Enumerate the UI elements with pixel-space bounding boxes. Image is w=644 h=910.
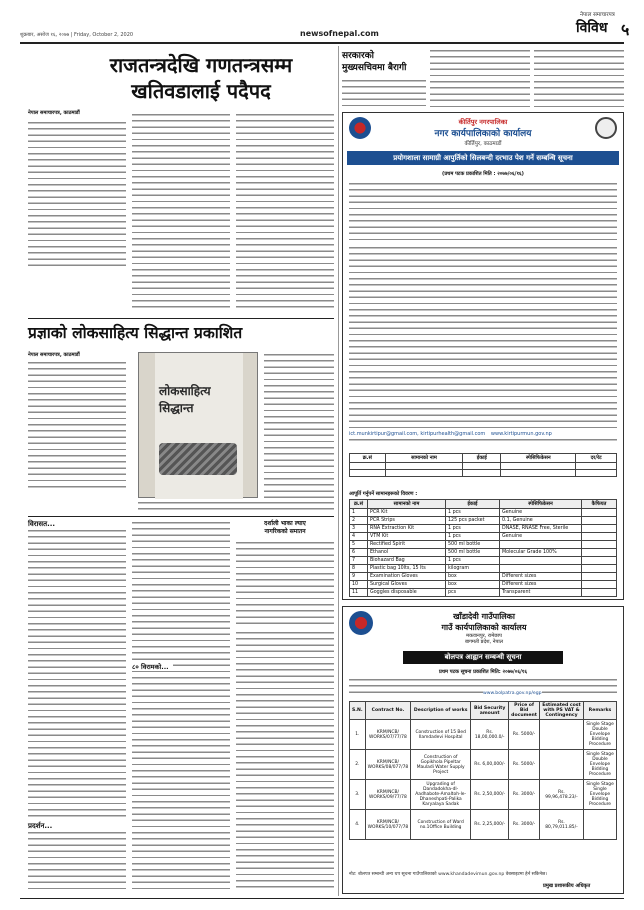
kirtipur-item-cell: 125 pcs packet (446, 517, 500, 525)
kirtipur-item-cell: 5 (350, 541, 368, 549)
khadadevi-cell (583, 810, 616, 840)
kirtipur-item-cell: 2 (350, 517, 368, 525)
kirtipur-item-cell: VTM Kit (368, 533, 446, 541)
kirtipur-item-cell (500, 541, 582, 549)
kirtipur-item-row (350, 581, 617, 589)
khadadevi-cell: Rs. 3000/- (509, 780, 540, 810)
khadadevi-org-block (373, 611, 595, 645)
kirtipur-org1: कीर्तिपुर नगरपालिका (458, 118, 508, 126)
khadadevi-cell: Single Stage Double Envelope Bidding Procedure (583, 750, 616, 780)
article-main-body-col3 (236, 112, 334, 312)
kirtipur-item-cell: DNASE, RNASE Free, Sterile (500, 525, 582, 533)
article-loksahitya-body-col3 (264, 352, 334, 498)
kirtipur-item-cell: 9 (350, 573, 368, 581)
khadadevi-footer-note: नोट: बोलपत्र सम्बन्धी अन्य थप सूचना गाउँपालिकाको www.khandadevimun.gov.np वेबसाइटमा हेर्न सकिनेछ। (349, 872, 547, 877)
kirtipur-item-cell: 8 (350, 565, 368, 573)
masthead-site: newsofnepal.com (300, 29, 379, 38)
kirtipur-item-cell: Genuine (500, 533, 582, 541)
kirtipur-org3: कीर्तिपुर, काठमाडौं (464, 141, 502, 147)
kirtipur-item-cell: kilogram (446, 565, 500, 573)
kirtipur-item-cell (582, 517, 617, 525)
khadadevi-cell: 2. (350, 750, 366, 780)
kirtipur-item-cell (582, 525, 617, 533)
article-bottom-col2 (132, 520, 230, 892)
kirtipur-item-cell (582, 549, 617, 557)
kirtipur-item-cell (582, 589, 617, 597)
kirtipur-item-cell: 1 pcs (446, 533, 500, 541)
kirtipur-item-cell: 6 (350, 549, 368, 557)
khadadevi-col: Contract No. (365, 702, 411, 720)
kirtipur-items-header: आपूर्ति गर्नुपर्ने सामानहरूको विवरण : (349, 491, 418, 497)
kirtipur-item-cell: Different sizes (500, 581, 582, 589)
khadadevi-cell: Rs. 99,96,478.23/- (539, 780, 583, 810)
kirtipur-item-cell: 3 (350, 525, 368, 533)
khadadevi-col: Estimated cost with PS VAT & Contingency (539, 702, 583, 720)
bottom-rule (20, 898, 624, 899)
khadadevi-cell: Single Stage Single Envelope Bidding Procedure (583, 780, 616, 810)
kirtipur-items-table (349, 499, 617, 597)
khadadevi-cell: Construction of Gopikhola Pipeltar Mauladi Water Supply Project (411, 750, 471, 780)
article-bairagi-title (342, 50, 428, 74)
notice-kirtipur (342, 112, 624, 600)
kirtipur-item-cell: 7 (350, 557, 368, 565)
article-bottom-title1: विरासत... (28, 520, 56, 528)
article-main-title (56, 52, 346, 104)
article-loksahitya-byline: नेपाल समाचारपत्र, काठमाडौं (28, 352, 80, 358)
khadadevi-cell: KRM/NCB/ WORKS/10/077/78 (365, 810, 411, 840)
article-bottom-title3-line2: नागरिकको समातन (264, 528, 306, 535)
book-cover-image (138, 352, 258, 498)
article-loksahitya-body-col1 (28, 360, 126, 492)
article-main-body-col2 (132, 112, 230, 312)
article-bairagi-body3 (534, 48, 624, 108)
kirtipur-item-cell: Examination Gloves (368, 573, 446, 581)
kirtipur-item-row (350, 541, 617, 549)
kirtipur-item-cell: Different sizes (500, 573, 582, 581)
article-bottom-col1 (28, 528, 126, 818)
kirtipur-body (349, 181, 617, 241)
khadadevi-first-pub: प्रथम पटक सूचना प्रकाशित मिति: २०७७/०६/१६ (439, 669, 527, 675)
khadadevi-cell (539, 750, 583, 780)
kirtipur-item-cell (582, 581, 617, 589)
masthead-section: विविध (576, 20, 608, 36)
kirtipur-item-cell: pcs (446, 589, 500, 597)
khadadevi-banner: बोलपत्र आह्वान सम्बन्धी सूचना (403, 651, 563, 664)
kirtipur-items-col: क्र.सं (350, 500, 368, 509)
column-divider (338, 46, 339, 896)
article-loksahitya-title: प्रज्ञाको लोकसाहित्य सिद्धान्त प्रकाशित (28, 323, 243, 342)
kirtipur-item-cell: 1 pcs (446, 509, 500, 517)
article-bairagi-body2 (430, 48, 530, 108)
article-bottom-col1b (28, 830, 126, 892)
kirtipur-sample-row (350, 463, 617, 470)
kirtipur-sample-table (349, 453, 617, 477)
khadadevi-row (350, 810, 617, 840)
kirtipur-item-cell: PCR Strips (368, 517, 446, 525)
kirtipur-first-pub: (प्रथम पटक प्रकाशित मिति : २०७७/०६/१६) (442, 171, 524, 177)
khadadevi-cell: 3. (350, 780, 366, 810)
article-bairagi-body1 (342, 78, 426, 108)
article-main-title-line1: राजतन्त्रदेखि गणतन्त्रसम्म (109, 53, 293, 77)
khadadevi-cell: 1. (350, 720, 366, 750)
kirtipur-item-row (350, 573, 617, 581)
kirtipur-sample-header-row (350, 454, 617, 463)
kirtipur-item-row (350, 557, 617, 565)
kirtipur-item-cell: RNA Extraction Kit (368, 525, 446, 533)
kirtipur-email[interactable]: ict.munkirtipur@gmail.com, kirtipurhealth@gmail.com (349, 431, 486, 437)
book-cover-strip (155, 353, 243, 499)
khadadevi-col: Description of works (411, 702, 471, 720)
kirtipur-item-cell (582, 541, 617, 549)
kirtipur-item-cell (500, 565, 582, 573)
kirtipur-item-row (350, 525, 617, 533)
article-main-byline: नेपाल समाचारपत्र, काठमाडौं (28, 110, 80, 116)
notice-khadadevi (342, 606, 624, 894)
kirtipur-item-row (350, 509, 617, 517)
khadadevi-cell: Single Stage Double Envelope Bidding Procedure (583, 720, 616, 750)
khadadevi-col: S.N. (350, 702, 366, 720)
article-main-title-line2: खतिवडालाई पदैपद (131, 79, 271, 103)
khadadevi-org1: खाँडादेवी गाउँपालिका (453, 611, 515, 621)
kirtipur-sample-col: दर/रेट (576, 454, 617, 463)
kirtipur-sample-col: क्र.सं (350, 454, 386, 463)
article-bairagi-title-line1: सरकारको (342, 51, 374, 61)
khadadevi-table (349, 701, 617, 840)
kirtipur-item-row (350, 565, 617, 573)
khadadevi-cell: Rs. 2,25,000/- (471, 810, 509, 840)
kirtipur-item-row (350, 517, 617, 525)
khadadevi-cell: Rs. 5000/- (509, 720, 540, 750)
kirtipur-sample-col: ईकाई (463, 454, 501, 463)
kirtipur-item-cell: 11 (350, 589, 368, 597)
khadadevi-header-row (350, 702, 617, 720)
article-bottom-col3 (236, 540, 334, 624)
article-bairagi-title-line2: मुख्यसचिवमा बैरागी (342, 63, 407, 73)
kirtipur-item-cell: 500 ml bottle (446, 549, 500, 557)
article-bottom-title3 (236, 520, 334, 536)
book-cover-title: लोकसाहित्य सिद्धान्त (159, 384, 211, 415)
kirtipur-item-cell: Rectified Spirit (368, 541, 446, 549)
kirtipur-item-cell: 0.1, Genuine (500, 517, 582, 525)
kirtipur-item-cell (500, 557, 582, 565)
khadadevi-cell: KRM/NCB/ WORKS/07/77/78 (365, 720, 411, 750)
kirtipur-item-cell: 1 (350, 509, 368, 517)
kirtipur-item-row (350, 589, 617, 597)
kirtipur-item-cell: Surgical Gloves (368, 581, 446, 589)
khadadevi-cell: Rs. 3000/- (509, 810, 540, 840)
article-bottom-title3-line1: दर्शाली भाका ल्याए (264, 520, 306, 527)
kirtipur-org2: नगर कार्यपालिकाको कार्यालय (434, 129, 532, 139)
khadadevi-cell: Rs. 2,50,000/- (471, 780, 509, 810)
khadadevi-url[interactable]: www.bolpatra.gov.np/egp (483, 691, 542, 696)
kirtipur-web[interactable]: www.kirtipurmun.gov.np (490, 431, 552, 437)
kirtipur-items-col: स्पेसिफिकेसन (500, 500, 582, 509)
masthead-paper: नेपाल समाचारपत्र (580, 12, 615, 18)
khadadevi-row (350, 780, 617, 810)
kirtipur-items-header-row (350, 500, 617, 509)
khadadevi-cell: Construction of 15 Bed Ilamdadevi Hospital (411, 720, 471, 750)
khadadevi-col: Remarks (583, 702, 616, 720)
kirtipur-org-block (373, 117, 593, 147)
khadadevi-org3: मकवानपुर, रामेछाप (466, 633, 502, 639)
article-loksahitya-body-col2b (138, 500, 334, 512)
kirtipur-item-cell (582, 533, 617, 541)
khadadevi-cell: Rs. 5000/- (509, 750, 540, 780)
kirtipur-item-cell: Molecular Grade 100% (500, 549, 582, 557)
khadadevi-col: Bid Security amount (471, 702, 509, 720)
masthead-date: शुक्रबार, असोज १६, २०७७ | Friday, October 2, 2020 (20, 32, 134, 38)
khadadevi-cell: 4. (350, 810, 366, 840)
article-bottom-title4: ८० विरामको... (132, 662, 173, 671)
khadadevi-row (350, 750, 617, 780)
khadadevi-cell: KRM/NCB/ WORKS/09/77/78 (365, 780, 411, 810)
khadadevi-cell (539, 720, 583, 750)
article-loksahitya-divider (28, 516, 334, 517)
kirtipur-item-row (350, 533, 617, 541)
book-cover-art (159, 443, 237, 475)
kirtipur-item-cell: 10 (350, 581, 368, 589)
kirtipur-sample-row (350, 470, 617, 477)
khadadevi-emblem-icon (349, 611, 373, 635)
article-bottom-col3b (236, 630, 334, 892)
kirtipur-banner: प्रयोगशाला सामाग्री आपुर्तिको सिलबन्दी दरभाउ पेश गर्ने सम्बन्धि सूचना (347, 151, 619, 165)
khadadevi-cell: KRM/NCB/ WORKS/08/077/78 (365, 750, 411, 780)
kirtipur-items-col: ईकाई (446, 500, 500, 509)
kirtipur-item-cell: Plastic bag 10lts, 15 lts (368, 565, 446, 573)
khadadevi-cell: Rs. 18,00,000.0/- (471, 720, 509, 750)
khadadevi-row (350, 720, 617, 750)
kirtipur-item-cell: Transparent (500, 589, 582, 597)
kirtipur-item-cell: Biohazard Bag (368, 557, 446, 565)
khadadevi-org4: बागमती प्रदेश, नेपाल (464, 639, 504, 645)
kirtipur-item-cell: 500 ml bottle (446, 541, 500, 549)
kirtipur-seal-icon (595, 117, 617, 139)
article-main-body-col1 (28, 120, 126, 270)
khadadevi-col: Price of Bid document (509, 702, 540, 720)
kirtipur-clauses (349, 245, 617, 445)
kirtipur-item-cell: 1 pcs (446, 525, 500, 533)
article-main-divider (28, 318, 334, 319)
kirtipur-sample-col: सामानको नाम (385, 454, 463, 463)
kirtipur-item-cell (582, 509, 617, 517)
kirtipur-items-col: सामानको नाम (368, 500, 446, 509)
kirtipur-item-cell: 1 pcs (446, 557, 500, 565)
kirtipur-sample-col: स्पेसिफिकेसन (501, 454, 576, 463)
kirtipur-item-cell: box (446, 573, 500, 581)
kirtipur-item-cell: Ethanol (368, 549, 446, 557)
kirtipur-item-cell (582, 565, 617, 573)
kirtipur-item-cell: PCR Kit (368, 509, 446, 517)
kirtipur-emblem-icon (349, 117, 371, 139)
khadadevi-cell: Rs. 80,79,011.85/- (539, 810, 583, 840)
khadadevi-org2: गाउँ कार्यपालिकाको कार्यालय (441, 622, 527, 632)
kirtipur-item-cell (582, 557, 617, 565)
kirtipur-items-col: कैफियत (582, 500, 617, 509)
kirtipur-item-cell: box (446, 581, 500, 589)
kirtipur-item-row (350, 549, 617, 557)
kirtipur-contact (349, 431, 617, 437)
khadadevi-cell: Rs. 6,00,000/- (471, 750, 509, 780)
article-bottom-title2: प्रदर्शन... (28, 822, 53, 830)
masthead (0, 0, 644, 46)
kirtipur-item-cell (582, 573, 617, 581)
masthead-page-number: ५ (621, 20, 630, 39)
khadadevi-cell: Construction of Ward no.1Office Building (411, 810, 471, 840)
masthead-rule (20, 42, 624, 44)
kirtipur-item-cell: Goggles disposable (368, 589, 446, 597)
khadadevi-cell: Upgrading of Dandadokha-dl-Aadhabote-Amaltoh-le-Dhaneshpati-Palika Karyalaya Sadak (411, 780, 471, 810)
khadadevi-signature: प्रमुख प्रशासकीय अधिकृत (543, 883, 591, 889)
kirtipur-item-cell: Genuine (500, 509, 582, 517)
kirtipur-item-cell: 4 (350, 533, 368, 541)
